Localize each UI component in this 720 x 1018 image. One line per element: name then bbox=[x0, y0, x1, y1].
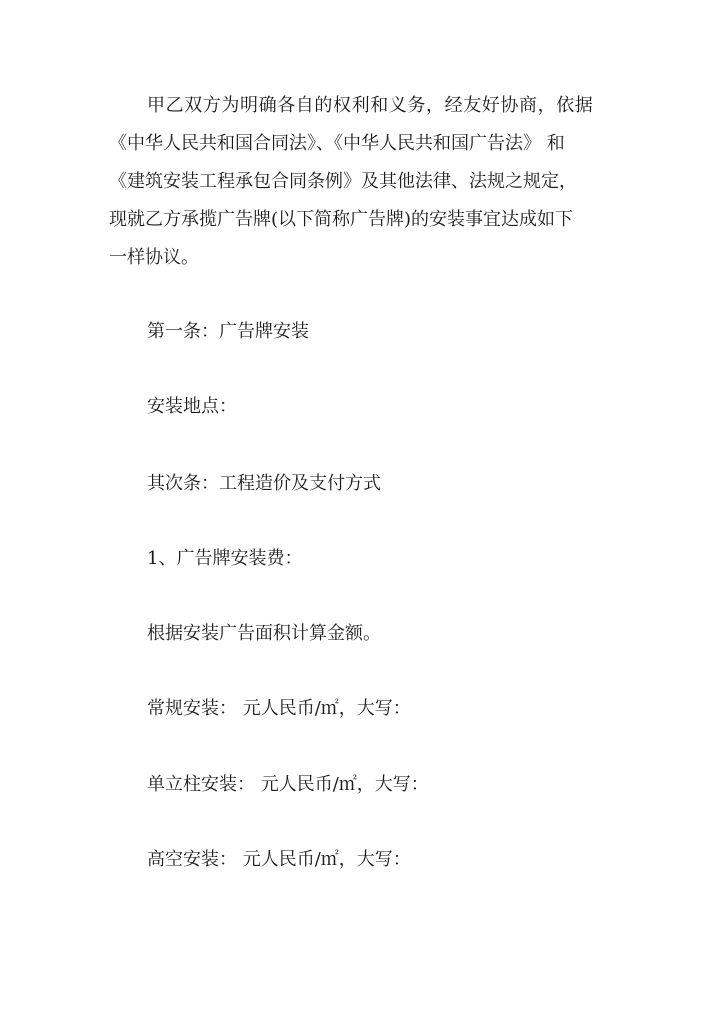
intro-line-3: 《建筑安装工程承包合同条例》及其他法律、法规之规定， bbox=[109, 171, 577, 192]
install-fee-heading: 1、广告牌安装费： bbox=[147, 548, 303, 569]
fee-calculation-note: 根据安装广告面积计算金额。 bbox=[147, 623, 381, 644]
article-1-heading: 第一条：广告牌安装 bbox=[147, 321, 309, 342]
high-altitude-install-price: 高空安装： 元人民币/㎡，大写： bbox=[147, 849, 411, 870]
article-2-heading: 其次条：工程造价及支付方式 bbox=[147, 473, 381, 494]
regular-install-price: 常规安装： 元人民币/㎡，大写： bbox=[147, 698, 411, 719]
install-location-label: 安装地点： bbox=[147, 396, 237, 417]
single-pole-install-price: 单立柱安装： 元人民币/㎡，大写： bbox=[147, 774, 429, 795]
intro-line-1: 甲乙双方为明确各自的权利和义务，经友好协商，依据 bbox=[147, 95, 594, 116]
intro-line-4: 现就乙方承揽广告牌(以下简称广告牌)的安装事宜达成如下 bbox=[109, 209, 574, 230]
intro-line-2: 《中华人民共和国合同法》、《中华人民共和国广告法》 和 bbox=[109, 133, 565, 154]
intro-line-5: 一样协议。 bbox=[109, 247, 199, 268]
